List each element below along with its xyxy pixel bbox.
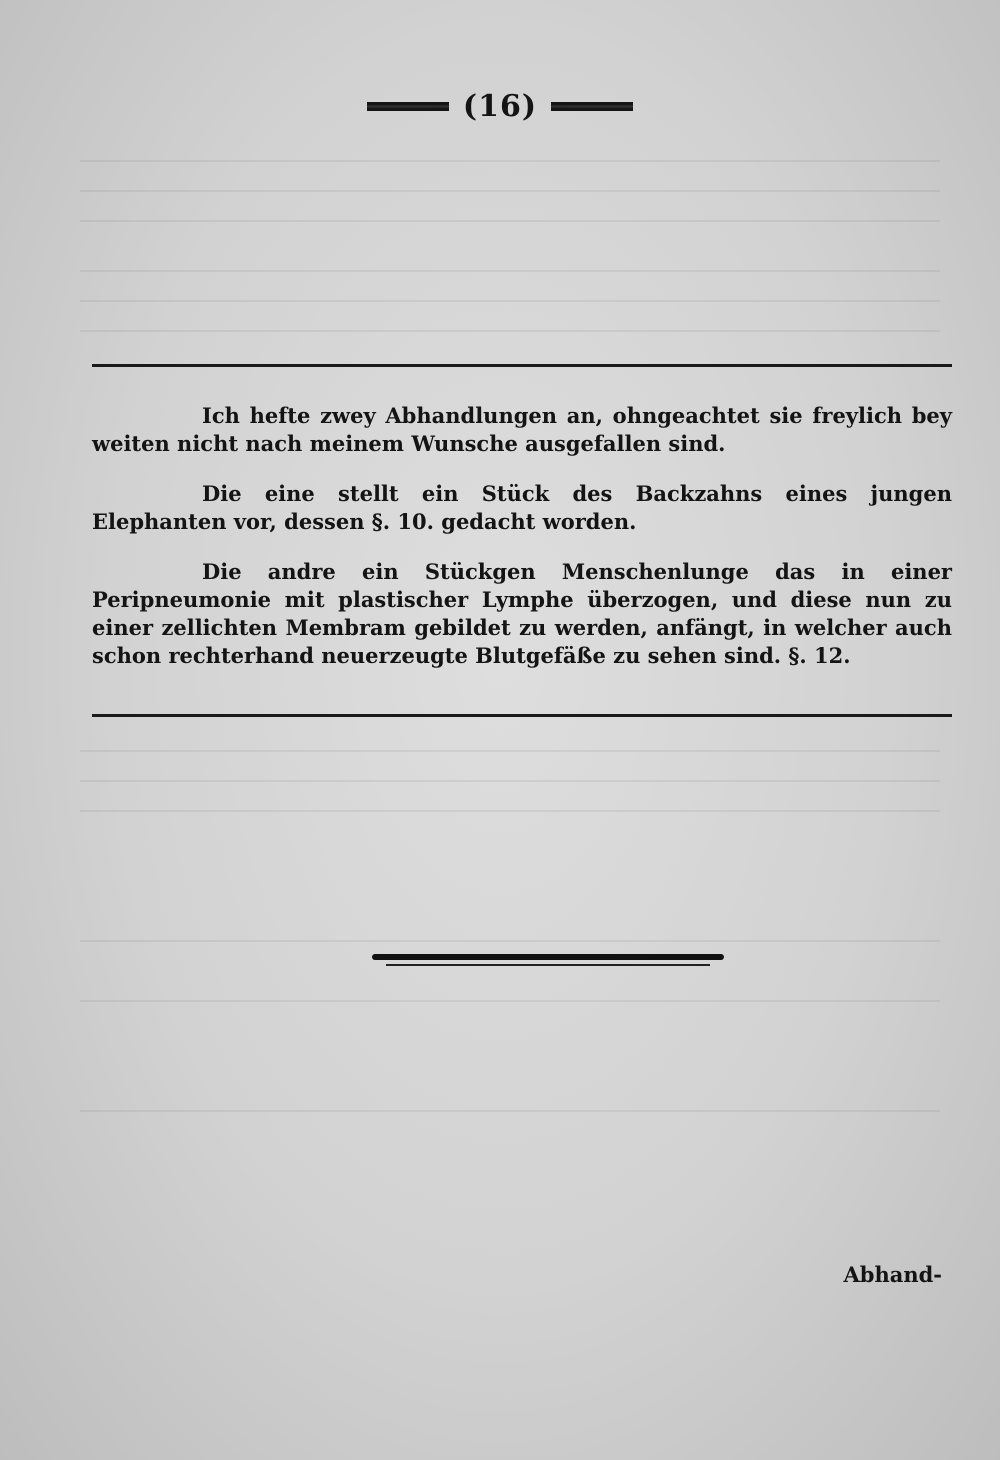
end-ornament-rule bbox=[372, 954, 724, 966]
page-header bbox=[0, 86, 1000, 126]
bottom-divider-rule bbox=[92, 714, 952, 717]
bleed-through-line bbox=[80, 940, 940, 942]
end-ornament-thick-line bbox=[372, 954, 724, 960]
bleed-through-line bbox=[80, 220, 940, 222]
body-text bbox=[92, 402, 952, 692]
bleed-through-line bbox=[80, 330, 940, 332]
header-rule-left bbox=[367, 102, 449, 111]
top-divider-rule bbox=[92, 364, 952, 367]
header-rule-right bbox=[551, 102, 633, 111]
paragraph-2: Die eine stellt ein Stück des Backzahns eines jungen Elephanten vor, dessen §. 10. gedacht worden. bbox=[92, 481, 952, 534]
bleed-through-line bbox=[80, 160, 940, 162]
bleed-through-line bbox=[80, 810, 940, 812]
paragraph-1: Ich hefte zwey Abhandlungen an, ohngeachtet sie freylich bey weiten nicht nach meinem Wunsche ausgefallen sind. bbox=[92, 403, 952, 456]
bleed-through-line bbox=[80, 780, 940, 782]
bleed-through-line bbox=[80, 190, 940, 192]
page-number: (16) bbox=[462, 88, 538, 124]
paragraph-3: Die andre ein Stückgen Menschenlunge das in einer Peripneumonie mit plastischer Lymphe überzogen, und diese nun zu einer zellichten Membram gebildet zu werden, anfängt, in welcher auch schon rechterhand neuerzeugte Blutgefäße zu sehen sind. §. 12. bbox=[92, 559, 952, 668]
bleed-through-line bbox=[80, 270, 940, 272]
catchword: Abhand- bbox=[843, 1262, 942, 1287]
bleed-through-line bbox=[80, 300, 940, 302]
bleed-through-line bbox=[80, 750, 940, 752]
bleed-through-line bbox=[80, 1110, 940, 1112]
end-ornament-thin-line bbox=[386, 964, 710, 966]
bleed-through-line bbox=[80, 1000, 940, 1002]
